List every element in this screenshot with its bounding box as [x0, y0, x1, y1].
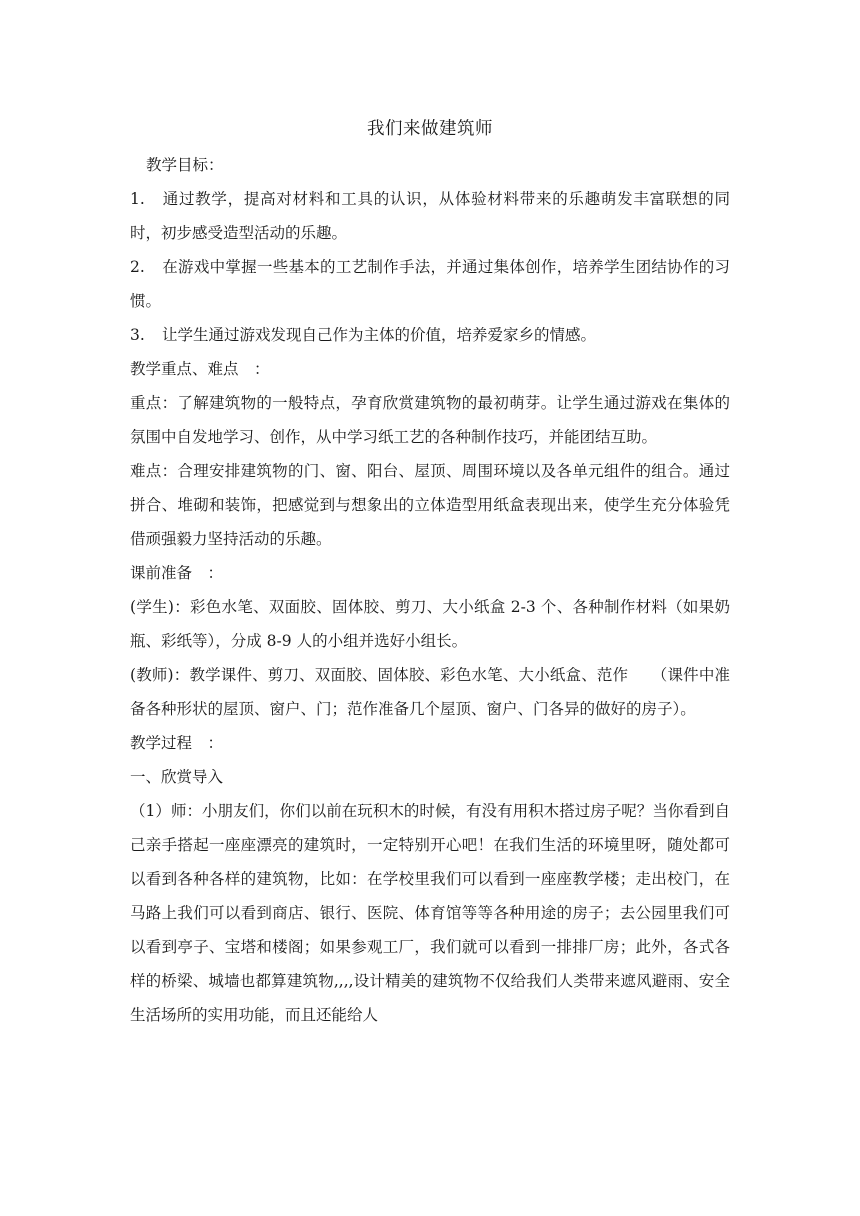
- objectives-heading: 教学目标：: [146, 156, 224, 174]
- objective-number: 3.: [130, 326, 145, 344]
- objective-text: 通过教学，提高对材料和工具的认识，从体验材料带来的乐趣萌发丰富联想的同时，初步感受造型活动的乐趣。: [130, 190, 730, 242]
- objective-number: 2.: [130, 258, 145, 276]
- prep-teacher-paragraph: (教师)：教学课件、剪刀、双面胶、固体胶、彩色水笔、大小纸盒、范作 （课件中准备各种形状的屋顶、窗户、门；范作准备几个屋顶、窗户、门各异的做好的房子）。: [130, 666, 730, 718]
- difficulty-paragraph: 难点：合理安排建筑物的门、窗、阳台、屋顶、周围环境以及各单元组件的组合。通过拼合、堆砌和装饰，把感觉到与想象出的立体造型用纸盒表现出来，使学生充分体验凭借顽强毅力坚持活动的乐趣。: [130, 462, 730, 548]
- objective-item-3: [130, 318, 730, 352]
- objective-item-1: [130, 182, 730, 250]
- document-body: [130, 114, 730, 1032]
- prep-heading: 课前准备 ：: [130, 564, 224, 582]
- prep-students-paragraph: (学生)：彩色水笔、双面胶、固体胶、剪刀、大小纸盒 2-3 个、各种制作材料（如果奶瓶、彩纸等），分成 8-9 人的小组并选好小组长。: [130, 598, 730, 650]
- process-heading: 教学过程 ：: [130, 734, 224, 752]
- key-point-paragraph: 重点：了解建筑物的一般特点，孕育欣赏建筑物的最初萌芽。让学生通过游戏在集体的氛围中自发地学习、创作，从中学习纸工艺的各种制作技巧，并能团结互助。: [130, 394, 730, 446]
- key-points-heading: 教学重点、难点 ：: [130, 360, 270, 378]
- step1-heading: 一、欣赏导入: [130, 768, 224, 786]
- objective-item-2: [130, 250, 730, 318]
- document-title: 我们来做建筑师: [367, 119, 493, 139]
- objective-text: 在游戏中掌握一些基本的工艺制作手法，并通过集体创作，培养学生团结协作的习惯。: [130, 258, 730, 310]
- objective-text: 让学生通过游戏发现自己作为主体的价值，培养爱家乡的情感。: [162, 326, 597, 344]
- objective-number: 1.: [130, 190, 145, 208]
- step1-paragraph: （1）师：小朋友们，你们以前在玩积木的时候，有没有用积木搭过房子呢？当你看到自己亲手搭起一座座漂亮的建筑时，一定特别开心吧！在我们生活的环境里呀，随处都可以看到各种各样的建筑物，比如：在学校里我们可以看到一座座教学楼；走出校门，在马路上我们可以看到商店、银行、医院、体育馆等等各种用途的房子；去公园里我们可以看到亭子、宝塔和楼阁；如果参观工厂，我们就可以看到一排排厂房；此外，各式各样的桥梁、城墙也都算建筑物,,,,设计精美的建筑物不仅给我们人类带来遮风避雨、安全生活场所的实用功能，而且还能给人: [130, 802, 730, 1024]
